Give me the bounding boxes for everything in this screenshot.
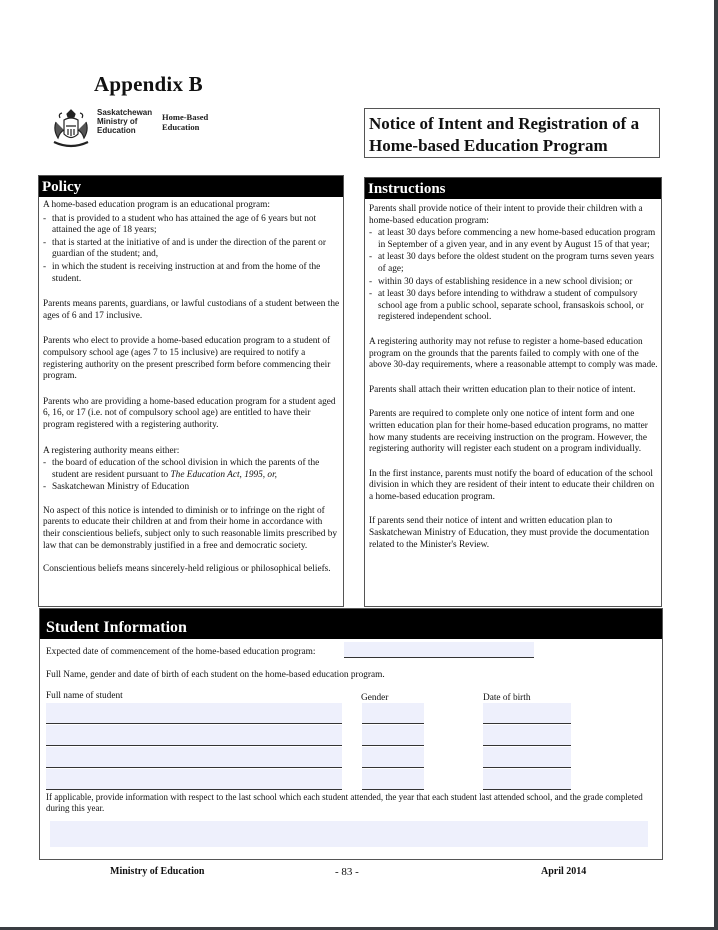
- list-item: [43, 458, 340, 481]
- footer-date: April 2014: [541, 866, 587, 877]
- student-3-dob-input[interactable]: [483, 747, 571, 768]
- list-item: - Saskatchewan Ministry of Education: [43, 482, 340, 494]
- attach-plan-paragraph: Parents shall attach their written education plan to their notice of intent.: [369, 384, 636, 395]
- list-item: - at least 30 days before commencing a new home-based education program in September of a given year, and in any event by August 15 of that year;: [369, 228, 658, 251]
- ministry-line: Saskatchewan: [97, 108, 153, 117]
- last-school-input[interactable]: [50, 821, 648, 847]
- authority-intro: A registering authority means either:: [43, 445, 180, 456]
- refuse-paragraph: A registering authority may not refuse to register a home-based education program on the grounds that the parents failed to comply with one of the above 30-day requirements, where a reasonable attempt to comply was made.: [369, 336, 658, 371]
- student-3-gender-input[interactable]: [362, 747, 424, 768]
- student-4-dob-input[interactable]: [483, 769, 571, 790]
- instructions-panel: [364, 177, 662, 607]
- list-item: - that is provided to a student who has attained the age of 6 years but not attained the age of 18 years;: [43, 214, 340, 237]
- ministry-name: [97, 108, 152, 135]
- list-item: - at least 30 days before intending to withdraw a student of compulsory school age from a public school, separate school, fransaskois school, or registered independent school.: [369, 289, 658, 324]
- policy-body: [39, 197, 343, 576]
- last-school-prompt: If applicable, provide information with respect to the last school which each student attended, the year that each student last attended school, and the grade completed during this year.: [46, 792, 643, 813]
- no-aspect-paragraph: No aspect of this notice is intended to diminish or to infringe on the right of parents to educate their children at and from their home in accordance with their conscientious beliefs, subject only to such reasonable limits prescribed by law that can be demonstrably justified in a free and democratic society.: [43, 505, 338, 551]
- program-label-line: Home-Based: [162, 112, 209, 122]
- instructions-intro: Parents shall provide notice of their intent to provide their children with a home-based education program:: [369, 204, 643, 226]
- one-form-paragraph: Parents are required to complete only one notice of intent form and one written education plan for their home-based education programs, no matter how many students are receiving instruction on the program. However, the registering authority will register each student on a program individually.: [369, 409, 648, 455]
- deadline-list: [369, 228, 658, 324]
- first-instance-paragraph: In the first instance, parents must notify the board of education of the school division in which they are resident of their intent to educate their children on a home-based education program.: [369, 468, 655, 502]
- student-4-gender-input[interactable]: [362, 769, 424, 790]
- student-information-section: [39, 608, 663, 860]
- footer-ministry: Ministry of Education: [110, 866, 205, 877]
- minister-review-paragraph: If parents send their notice of intent and written education plan to Saskatchewan Ministry of Education, they must provide the documentation related to the Minister's Review.: [369, 516, 650, 550]
- form-title-box: [364, 108, 660, 158]
- column-header-gender: Gender: [361, 693, 389, 703]
- ministry-line: Education: [97, 126, 136, 135]
- saskatchewan-coat-of-arms-icon: [50, 108, 92, 152]
- conscientious-definition: Conscientious beliefs means sincerely-held religious or philosophical beliefs.: [43, 564, 331, 575]
- commencement-date-input[interactable]: [344, 642, 534, 658]
- list-item: - in which the student is receiving instruction at and from the home of the student.: [43, 262, 340, 285]
- student-4-name-input[interactable]: [46, 769, 342, 790]
- page-number: - 83 -: [335, 866, 359, 878]
- parents-definition: Parents means parents, guardians, or lawful custodians of a student between the ages of 6 and 17 inclusive.: [43, 299, 340, 321]
- authority-list: [43, 458, 340, 494]
- students-prompt: Full Name, gender and date of birth of each student on the home-based education program.: [46, 670, 385, 680]
- form-title-line: Home-based Education Program: [369, 136, 608, 155]
- student-2-dob-input[interactable]: [483, 725, 571, 746]
- authority-text: the board of education of the school division in which the parents of the student are resident pursuant to: [52, 458, 320, 480]
- student-1-name-input[interactable]: [46, 703, 342, 724]
- student-1-gender-input[interactable]: [362, 703, 424, 724]
- compulsory-age-paragraph: Parents who elect to provide a home-based education program to a student of compulsory school age (ages 7 to 15 inclusive) are required to notify a registering authority on the present prescribed form before commencing their program.: [43, 336, 331, 382]
- appendix-title: Appendix B: [94, 72, 203, 96]
- student-2-name-input[interactable]: [46, 725, 342, 746]
- column-header-dob: Date of birth: [483, 693, 531, 703]
- policy-panel: [38, 175, 344, 607]
- program-label-line: Education: [162, 122, 200, 132]
- instructions-heading: Instructions: [365, 178, 661, 199]
- policy-criteria-list: [43, 214, 340, 286]
- column-header-name: Full name of student: [46, 691, 123, 701]
- student-3-name-input[interactable]: [46, 747, 342, 768]
- program-label: [162, 112, 208, 132]
- student-2-gender-input[interactable]: [362, 725, 424, 746]
- non-compulsory-paragraph: Parents who are providing a home-based education program for a student aged 6, 16, or 17 (i.e. not of compulsory school age) are entitled to have their program registered with a registering authority.: [43, 396, 336, 430]
- instructions-body: [365, 199, 661, 551]
- student-information-heading: Student Information: [40, 609, 662, 639]
- commencement-label: Expected date of commencement of the home-based education program:: [46, 647, 316, 657]
- list-item: - that is started at the initiative of and is under the direction of the parent or guardian of the student; and,: [43, 238, 340, 261]
- policy-heading: Policy: [39, 176, 343, 197]
- list-item: - within 30 days of establishing residence in a new school division; or: [369, 277, 658, 289]
- student-1-dob-input[interactable]: [483, 703, 571, 724]
- ministry-line: Ministry of: [97, 117, 138, 126]
- list-item: - at least 30 days before the oldest student on the program turns seven years of age;: [369, 252, 658, 275]
- education-act-citation: The Education Act, 1995, or,: [170, 469, 277, 480]
- policy-intro: A home-based education program is an educational program:: [43, 200, 270, 210]
- form-title-line: Notice of Intent and Registration of a: [369, 114, 640, 133]
